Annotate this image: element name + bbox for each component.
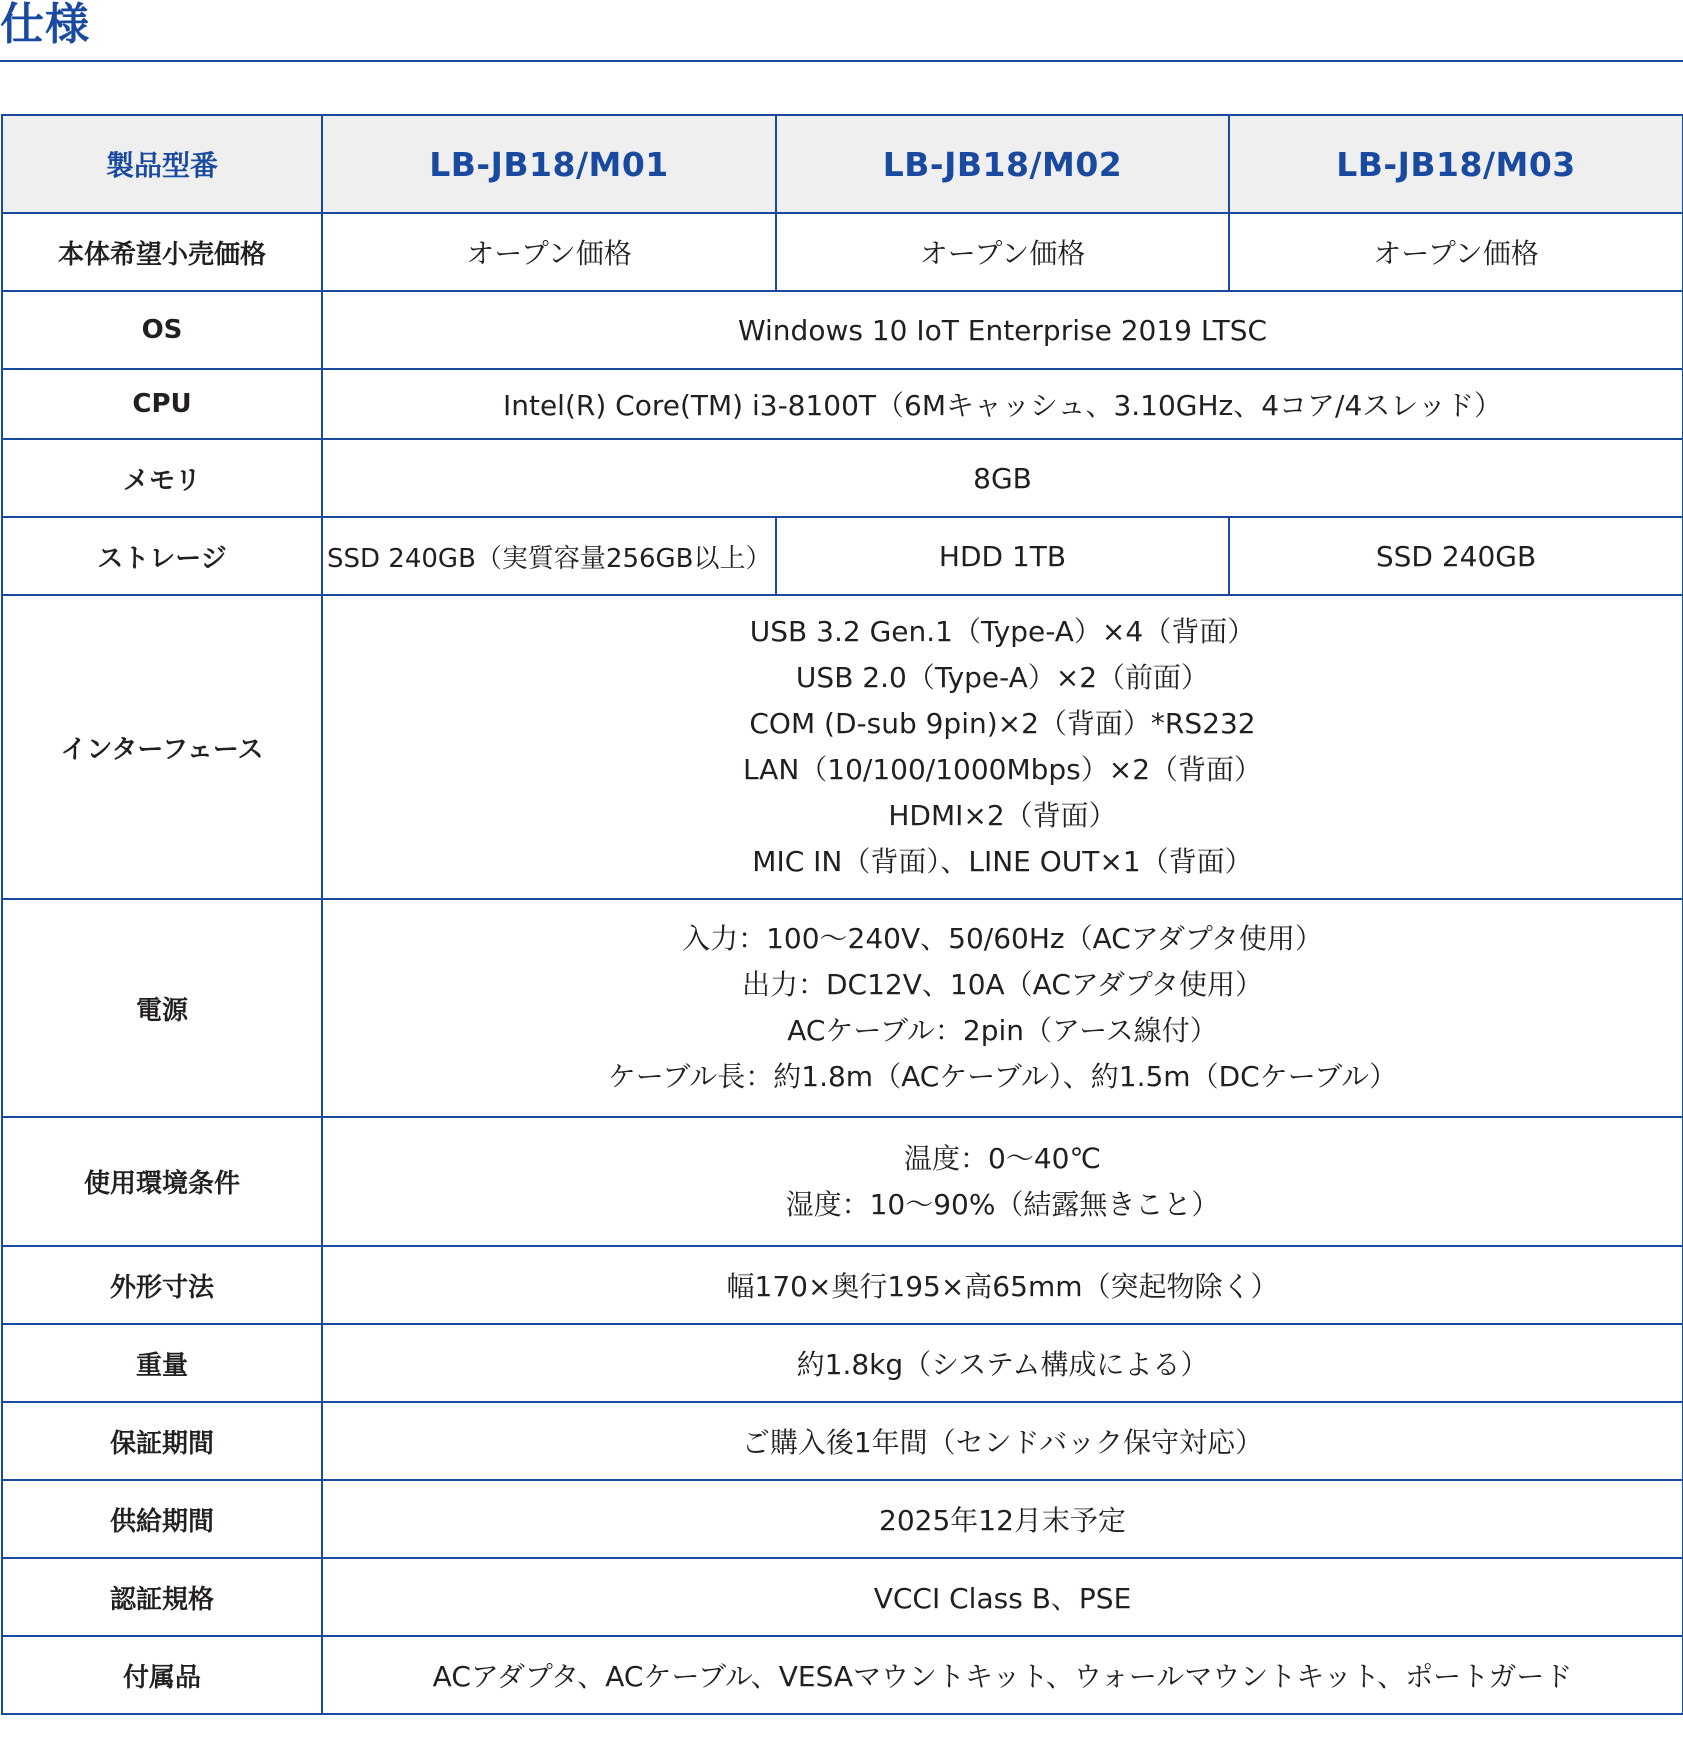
row-accessories — [2, 1636, 1683, 1714]
interface-line: HDMI×2（背面） — [888, 799, 1117, 832]
os-value: Windows 10 IoT Enterprise 2019 LTSC — [322, 291, 1683, 369]
row-certification — [2, 1558, 1683, 1636]
price-label: 本体希望小売価格 — [2, 213, 322, 291]
row-dimensions — [2, 1246, 1683, 1324]
certification-label: 認証規格 — [2, 1558, 322, 1636]
warranty-label: 保証期間 — [2, 1402, 322, 1480]
row-power — [2, 899, 1683, 1117]
price-m03: オープン価格 — [1229, 213, 1683, 291]
cpu-value: Intel(R) Core(TM) i3-8100T（6Mキャッシュ、3.10GHz、4コア/4スレッド） — [322, 369, 1683, 439]
row-price — [2, 213, 1683, 291]
interface-line: USB 2.0（Type-A）×2（前面） — [795, 661, 1210, 694]
title-divider — [0, 60, 1683, 62]
environment-value — [322, 1117, 1683, 1246]
power-value — [322, 899, 1683, 1117]
storage-label: ストレージ — [2, 517, 322, 595]
spec-table — [1, 114, 1683, 1715]
storage-m01: SSD 240GB（実質容量256GB以上） — [322, 517, 776, 595]
interface-value — [322, 595, 1683, 899]
interface-line: MIC IN（背面）、LINE OUT×1（背面） — [752, 845, 1253, 878]
power-line: 入力：100～240V、50/60Hz（ACアダプタ使用） — [682, 922, 1323, 955]
cpu-label: CPU — [2, 369, 322, 439]
power-label: 電源 — [2, 899, 322, 1117]
interface-label: インターフェース — [2, 595, 322, 899]
model-m01: LB-JB18/M01 — [322, 115, 776, 213]
price-m02: オープン価格 — [776, 213, 1229, 291]
row-interface — [2, 595, 1683, 899]
dimensions-label: 外形寸法 — [2, 1246, 322, 1324]
storage-m03: SSD 240GB — [1229, 517, 1683, 595]
accessories-label: 付属品 — [2, 1636, 322, 1714]
weight-value: 約1.8kg（システム構成による） — [322, 1324, 1683, 1402]
supply-label: 供給期間 — [2, 1480, 322, 1558]
interface-line: USB 3.2 Gen.1（Type-A）×4（背面） — [749, 615, 1256, 648]
row-warranty — [2, 1402, 1683, 1480]
row-cpu — [2, 369, 1683, 439]
memory-value: 8GB — [322, 439, 1683, 517]
environment-line: 温度：0～40℃ — [904, 1141, 1101, 1175]
page-title: 仕様 — [0, 0, 90, 50]
header-label: 製品型番 — [2, 115, 322, 213]
power-line: 出力：DC12V、10A（ACアダプタ使用） — [742, 968, 1263, 1001]
power-line: ケーブル長：約1.8m（ACケーブル）、約1.5m（DCケーブル） — [607, 1060, 1398, 1093]
dimensions-value: 幅170×奥行195×高65mm（突起物除く） — [322, 1246, 1683, 1324]
model-m03: LB-JB18/M03 — [1229, 115, 1683, 213]
row-os — [2, 291, 1683, 369]
row-memory — [2, 439, 1683, 517]
row-environment — [2, 1117, 1683, 1246]
memory-label: メモリ — [2, 439, 322, 517]
supply-value: 2025年12月末予定 — [322, 1480, 1683, 1558]
row-storage — [2, 517, 1683, 595]
certification-value: VCCI Class B、PSE — [322, 1558, 1683, 1636]
warranty-value: ご購入後1年間（センドバック保守対応） — [322, 1402, 1683, 1480]
row-weight — [2, 1324, 1683, 1402]
power-line: ACケーブル：2pin（アース線付） — [787, 1014, 1218, 1047]
environment-line: 湿度：10～90%（結露無きこと） — [785, 1187, 1220, 1221]
price-m01: オープン価格 — [322, 213, 776, 291]
model-m02: LB-JB18/M02 — [776, 115, 1229, 213]
storage-m02: HDD 1TB — [776, 517, 1229, 595]
interface-line: COM (D-sub 9pin)×2（背面）*RS232 — [749, 707, 1256, 740]
accessories-value: ACアダプタ、ACケーブル、VESAマウントキット、ウォールマウントキット、ポートガード — [322, 1636, 1683, 1714]
interface-line: LAN（10/100/1000Mbps）×2（背面） — [742, 753, 1263, 786]
os-label: OS — [2, 291, 322, 369]
environment-label: 使用環境条件 — [2, 1117, 322, 1246]
header-row — [2, 115, 1683, 213]
weight-label: 重量 — [2, 1324, 322, 1402]
row-supply — [2, 1480, 1683, 1558]
